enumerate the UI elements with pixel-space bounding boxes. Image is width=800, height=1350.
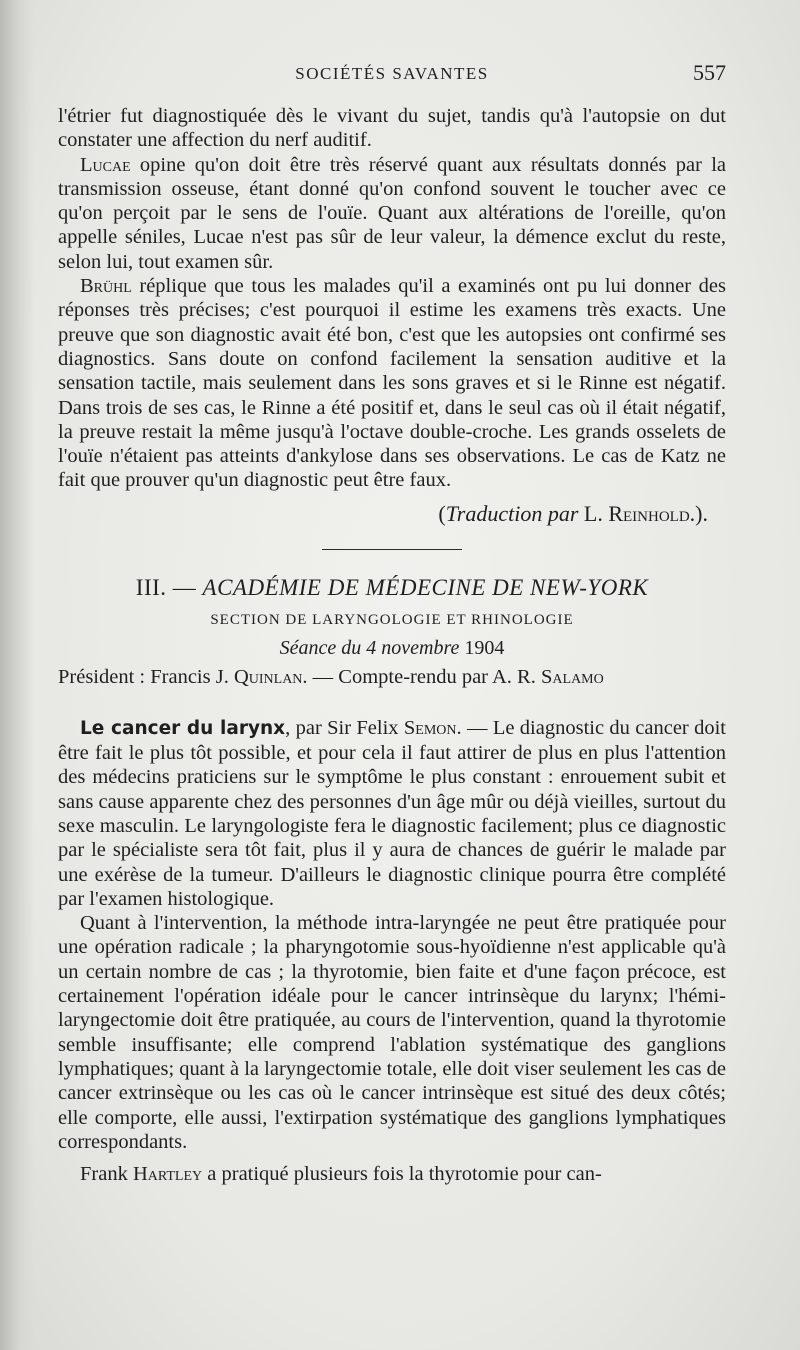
paragraph-text: opine qu'on doit être très réservé quant aux résultats donnés par la transmission osseuse, étant donné qu'on confond souvent le toucher avec ce qu'on perçoit par le sens de l'ouïe. Quant aux altérations de l'oreille, qu'on appelle séniles, Lucae n'est pas sûr de leur valeur, la démence exclut du reste, selon lui, tout examen sûr. <box>58 153 726 273</box>
subsection-title: SECTION DE LARYNGOLOGIE ET RHINOLOGIE <box>210 611 574 628</box>
article-title: Le cancer du larynx <box>80 717 286 739</box>
section-number: III. — <box>135 574 203 600</box>
page-spine-shadow <box>0 0 34 1350</box>
paragraph-lucae <box>58 153 726 274</box>
page-body <box>58 104 726 1186</box>
president-name: Quinlan <box>233 665 303 688</box>
paragraph-bruhl <box>58 274 726 493</box>
paragraph-text: Quant à l'intervention, la méthode intra-laryngée ne peut être pratiquée pour une opération radicale ; la pharyngotomie sous-hyoïdienne n'est applicable qu'à un certain nombre de cas ; la thyrotomie, bien faite et d'une façon précoce, est certainement l'opération idéale pour le cancer intrinsèque du larynx; l'hémi-laryngectomie doit être pratiquée, au cours de l'intervention, quand la thyrotomie semble insuffisante; elle comprend l'ablation systématique des ganglions lymphatiques; quant à la laryngectomie totale, elle doit viser seulement les cas de cancer extrinsèque ou les cas où le cancer intrinsèque est situé des deux côtés; elle comporte, elle aussi, l'extirpation systématique des ganglions lymphatiques correspondants. <box>58 912 726 1153</box>
author-name: Lucae <box>80 153 131 176</box>
spacer <box>58 690 726 716</box>
page-number: 557 <box>693 60 726 85</box>
author-name: Semon <box>403 716 457 739</box>
section-divider <box>322 549 462 550</box>
page-header <box>58 56 726 92</box>
author-name: Brühl <box>80 275 132 298</box>
paragraph-cancer-larynx: Le cancer du larynx, par Sir Felix Semon. — Le diagnostic du cancer doit être fait le plus tôt possible, et pour cela il faut attirer de plus en plus l'attention des médecins praticiens sur le symptôme le plus constant : enrouement subit et sans cause apparente chez des personnes d'un âge mûr ou déjà vieilles, surtout du sexe masculin. Le laryngologiste fera le diagnostic facilement; plus ce diagnostic par le spécialiste sera tôt fait, plus il y aura de chances de guérir le malade par une exérèse de la tumeur. D'ailleurs le diagnostic clinique pourra être complété par l'examen histologique. <box>58 716 726 910</box>
section-title-text: ACADÉMIE DE MÉDECINE DE NEW-YORK <box>202 574 649 600</box>
paragraph-text: l'étrier fut diagnostiquée dès le vivant du sujet, tandis qu'à l'autopsie on dut constater une affection du nerf auditif. <box>58 105 726 152</box>
paragraph-text: . — Le diagnostic du cancer doit être fait le plus tôt possible, et pour cela il faut attirer de plus en plus l'attention des médecins praticiens sur le symptôme le plus constant : enrouement subit et sans cause apparente chez des personnes d'un âge mûr ou déjà vieilles, surtout du sexe masculin. Le laryngologiste fera le diagnostic facilement; plus ce diagnostic par le spécialiste sera tôt fait, plus il y aura de chances de guérir le malade par une exérèse de la tumeur. D'ailleurs le diagnostic clinique pourra être complété par l'examen histologique. <box>58 716 726 910</box>
president-line: Président : Francis J. Quinlan. — Compte-rendu par A. R. Salamo <box>58 665 604 688</box>
paragraph-hartley: Frank Hartley a pratiqué plusieurs fois la thyrotomie pour can- <box>80 1163 602 1186</box>
paragraph-intervention <box>58 911 726 1154</box>
translation-credit: (Traduction par L. Reinhold.). <box>438 500 708 526</box>
paragraph-text: a pratiqué plusieurs fois la thyrotomie pour can- <box>202 1163 602 1186</box>
running-head: SOCIÉTÉS SAVANTES <box>295 64 489 83</box>
author-name: Hartley <box>132 1163 203 1186</box>
seance-date: Séance du 4 novembre 1904 <box>279 636 505 659</box>
reporter-name: Salamo <box>541 665 604 688</box>
paragraph-etrier <box>58 104 726 153</box>
credit-label: Traduction par <box>445 500 579 526</box>
paragraph-text: réplique que tous les malades qu'il a examinés ont pu lui donner des réponses très précises; c'est pourquoi il estime les examens très exacts. Une preuve que son diagnostic avait été bon, c'est que les autopsies ont confirmé ses diagnostics. Sans doute on confond facilement la sensation auditive et la sensation tactile, mais seulement dans les sons graves et si le Rinne est négatif. Dans trois de ses cas, le Rinne a été positif et, dans le seul cas où il était négatif, la preuve restait la même jusqu'à l'octave double-croche. Les grands osselets de l'ouïe n'étaient pas atteints d'ankylose dans ses observations. Le cas de Katz ne fait que prouver qu'un diagnostic peut être faux. <box>58 275 726 492</box>
section-title <box>58 574 726 602</box>
translator-name: Reinhold <box>608 500 690 526</box>
